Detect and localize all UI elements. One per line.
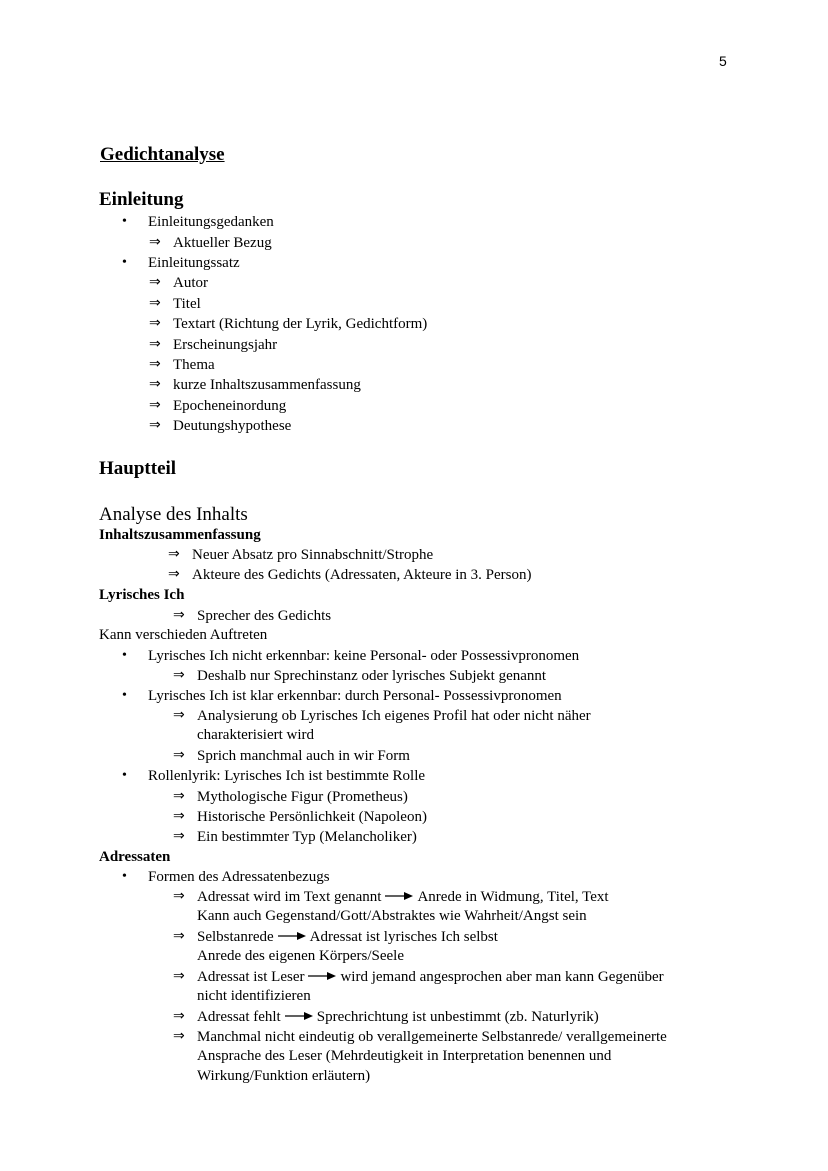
list-item: ⇒ Deshalb nur Sprechinstanz oder lyrisches Subjekt genannt [197,666,546,686]
heading-lyrisches-ich: Lyrisches Ich [99,587,185,603]
list-item: ⇒ Autor [173,273,208,293]
list-item: • Lyrisches Ich ist klar erkennbar: durch Personal- Possessivpronomen [148,686,562,706]
heading-einleitung: Einleitung [99,189,184,210]
list-item-continuation: nicht identifizieren [197,988,311,1004]
list-item: ⇒ Akteure des Gedichts (Adressaten, Akteure in 3. Person) [192,565,532,585]
list-item: ⇒ Sprecher des Gedichts [197,606,331,626]
heading-hauptteil: Hauptteil [99,458,177,479]
list-item: ⇒ Deutungshypothese [173,416,291,436]
arrow-right-icon [384,891,414,901]
arrow-right-icon [307,971,337,981]
list-item-text: Adressat wird im Text genannt [197,889,382,905]
paragraph-auftreten: Kann verschieden Auftreten [99,627,268,643]
list-item: • Lyrisches Ich nicht erkennbar: keine Personal- oder Possessivpronomen [148,646,579,666]
list-item: • Einleitungssatz [148,253,240,273]
list-item: • Formen des Adressatenbezugs [148,867,330,887]
list-item: ⇒ Neuer Absatz pro Sinnabschnitt/Strophe [192,545,433,565]
subheading-analyse: Analyse des Inhalts [99,504,248,525]
list-item: ⇒ Aktueller Bezug [173,233,272,253]
heading-inhaltszusammenfassung: Inhaltszusammenfassung [99,527,261,543]
list-item-continuation: Kann auch Gegenstand/Gott/Abstraktes wie Wahrheit/Angst sein [197,908,587,924]
page-number: 5 [719,53,727,69]
list-item-continuation: Wirkung/Funktion erläutern) [197,1068,371,1084]
list-item-continuation: Ansprache des Leser (Mehrdeutigkeit in Interpretation benennen und [197,1048,612,1064]
list-item: ⇒ Analysierung ob Lyrisches Ich eigenes Profil hat oder nicht näher [197,706,591,726]
list-item: ⇒ Mythologische Figur (Prometheus) [197,787,408,807]
list-item: • Rollenlyrik: Lyrisches Ich ist bestimmte Rolle [148,766,425,786]
list-item-text: Selbstanrede [197,929,274,945]
list-item-text: Sprechrichtung ist unbestimmt (zb. Naturlyrik) [316,1009,599,1025]
list-item: ⇒ Epocheneinordung [173,396,286,416]
list-item: ⇒ Historische Persönlichkeit (Napoleon) [197,807,427,827]
document-title: Gedichtanalyse [100,144,225,165]
list-item-text: wird jemand angesprochen aber man kann Gegenüber [340,969,664,985]
list-item: ⇒ Titel [173,294,201,314]
list-item [197,967,664,987]
list-item-continuation: Anrede des eigenen Körpers/Seele [197,948,404,964]
list-item: ⇒ Thema [173,355,215,375]
list-item [197,887,609,907]
list-item [197,1007,599,1027]
list-item: ⇒ Textart (Richtung der Lyrik, Gedichtform) [173,314,427,334]
list-item-text: Anrede in Widmung, Titel, Text [417,889,609,905]
arrow-right-icon [277,931,307,941]
list-item-continuation: charakterisiert wird [197,727,315,743]
heading-adressaten: Adressaten [99,849,171,865]
list-item: ⇒ kurze Inhaltszusammenfassung [173,375,361,395]
list-item-text: Adressat ist lyrisches Ich selbst [309,929,498,945]
list-item: ⇒ Ein bestimmter Typ (Melancholiker) [197,827,417,847]
arrow-right-icon [284,1011,314,1021]
list-item-text: Adressat fehlt [197,1009,281,1025]
list-item: ⇒ Manchmal nicht eindeutig ob verallgemeinerte Selbstanrede/ verallgemeinerte [197,1027,667,1047]
list-item [197,927,498,947]
list-item: ⇒ Sprich manchmal auch in wir Form [197,746,410,766]
list-item: ⇒ Erscheinungsjahr [173,335,277,355]
list-item: • Einleitungsgedanken [148,212,274,232]
list-item-text: Adressat ist Leser [197,969,305,985]
